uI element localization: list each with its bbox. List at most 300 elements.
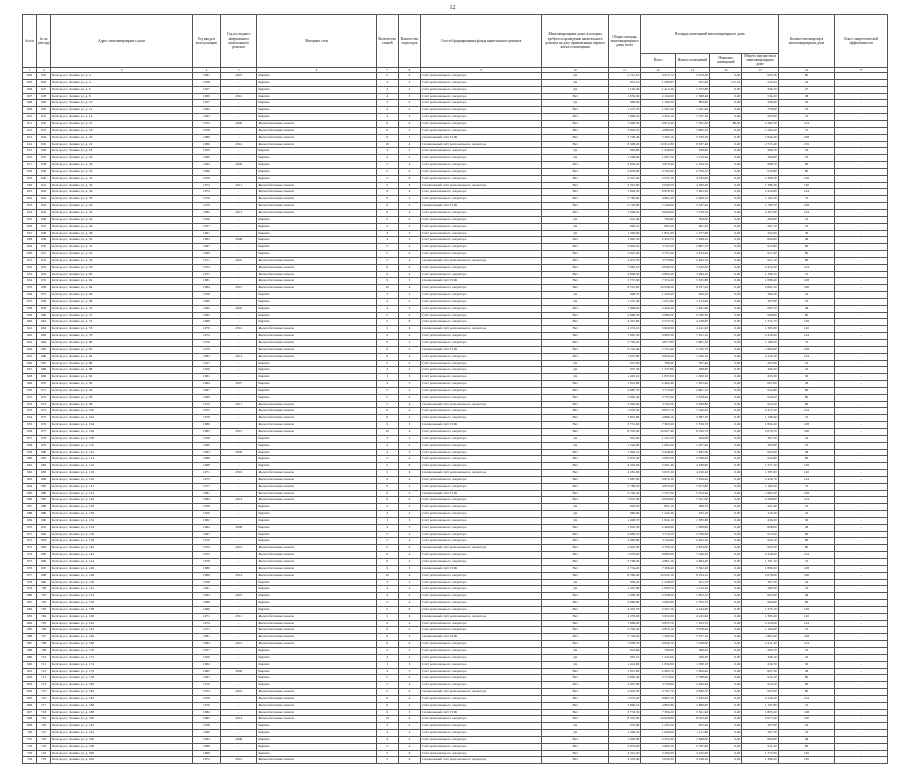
table-cell: 5 561,40 [641, 463, 675, 470]
table-cell: Счёт регионального оператора [421, 661, 542, 668]
table-cell: 1956 [192, 504, 220, 511]
table-cell: Белгород г, Ленина ул, д. 30 [51, 168, 192, 175]
table-row [23, 353, 888, 360]
table-cell: 666 [23, 497, 37, 504]
table-cell: 4 [398, 285, 420, 292]
table-cell: - [221, 586, 257, 593]
table-cell: 4 [398, 387, 420, 394]
table-cell: 628 [37, 93, 51, 100]
table-cell: 700 [23, 730, 37, 737]
table-cell: Белгород г, Ленина ул, д. 138 [51, 538, 192, 545]
table-cell: 910,80 [742, 456, 778, 463]
table-cell: Да [542, 223, 609, 230]
table-cell: 2 924,50 [609, 689, 641, 696]
table-cell: 0,00 [710, 387, 742, 394]
table-cell: 0,00 [710, 716, 742, 723]
table-cell: Да [542, 511, 609, 518]
table-cell: 6 [398, 463, 420, 470]
table-row [23, 428, 888, 435]
table-cell: 684 [23, 620, 37, 627]
table-cell: 2 786,20 [675, 456, 709, 463]
table-cell: 454,70 [742, 661, 778, 668]
table-cell: Белгород г, Ленина ул, д. 150 [51, 579, 192, 586]
table-cell: 796,90 [641, 647, 675, 654]
table-cell: 0,00 [710, 86, 742, 93]
table-cell: 1 831,90 [641, 230, 675, 237]
table-cell: 682 [37, 463, 51, 470]
table-cell: - [835, 381, 888, 388]
table-cell: Да [542, 442, 609, 449]
table-cell: 0,00 [710, 456, 742, 463]
table-cell: Кирпич [257, 579, 376, 586]
table-cell: 7 456,40 [675, 476, 709, 483]
table-cell: 160 [778, 428, 835, 435]
table-cell: 2 [376, 647, 398, 654]
table-cell: Счёт регионального оператора [421, 175, 542, 182]
table-cell: Специальный счёт регионального оператора [421, 326, 542, 333]
table-cell: 1 371,50 [742, 463, 778, 470]
table-cell: 2 [398, 86, 420, 93]
table-cell: 1970 [192, 682, 220, 689]
table-cell: 80 [778, 538, 835, 545]
table-cell: Счёт регионального оператора [421, 114, 542, 121]
table-cell: Да [542, 723, 609, 730]
table-cell: Белгород г, Ленина ул, д. 88 [51, 367, 192, 374]
table-cell: 1 609,00 [641, 730, 675, 737]
table-cell: 4 [398, 264, 420, 271]
table-cell: 1960 [192, 298, 220, 305]
table-cell: 618,20 [609, 504, 641, 511]
table-cell: 648 [23, 374, 37, 381]
table-cell: - [835, 428, 888, 435]
table-cell: - [221, 517, 257, 524]
table-cell: 9 [376, 490, 398, 497]
table-cell: Счёт регионального оператора [421, 497, 542, 504]
table-cell: 9 [376, 695, 398, 702]
table-cell: Нет [542, 593, 609, 600]
table-cell: 1 368,10 [742, 175, 778, 182]
table-cell: 1 803,40 [742, 634, 778, 641]
table-cell: - [221, 168, 257, 175]
table-cell: - [835, 702, 888, 709]
table-cell: Да [542, 73, 609, 80]
table-cell: 0,00 [710, 134, 742, 141]
table-cell: - [221, 114, 257, 121]
table-cell: - [835, 750, 888, 757]
table-cell: Кирпич [257, 394, 376, 401]
table-cell: 2 [398, 155, 420, 162]
table-cell: 642 [37, 189, 51, 196]
table-cell: 1958 [192, 79, 220, 86]
table-cell: 1 568,40 [675, 93, 709, 100]
table-cell: - [221, 203, 257, 210]
table-cell: 0,00 [710, 435, 742, 442]
table-cell: - [221, 278, 257, 285]
table-cell: Кирпич [257, 305, 376, 312]
table-cell: 0,00 [710, 264, 742, 271]
table-cell: 4 [398, 209, 420, 216]
table-cell: Белгород г, Ленина ул, д. 156 [51, 600, 192, 607]
table-cell: 1958 [192, 292, 220, 299]
table-row [23, 572, 888, 579]
table-cell: Да [542, 292, 609, 299]
table-cell: 9 [376, 196, 398, 203]
table-cell: 9 [376, 559, 398, 566]
table-cell: 0,00 [710, 251, 742, 258]
table-cell: 2 783,70 [675, 600, 709, 607]
table-cell: 3 764,30 [641, 401, 675, 408]
table-cell: Нет [542, 168, 609, 175]
table-cell: - [835, 230, 888, 237]
table-cell: 2007 [221, 73, 257, 80]
table-cell: 724 [37, 750, 51, 757]
table-cell: - [835, 709, 888, 716]
table-cell: 4 [398, 675, 420, 682]
table-cell: 0,00 [710, 538, 742, 545]
table-cell: 9 [376, 565, 398, 572]
table-cell: 9 [376, 121, 398, 128]
table-cell: 3 699,10 [641, 743, 675, 750]
table-cell: Белгород г, Ленина ул, д. 4 [51, 79, 192, 86]
table-cell: 9 [376, 620, 398, 627]
table-cell: 7 694,30 [609, 189, 641, 196]
table-cell: 1984 [192, 497, 220, 504]
table-cell: Кирпич [257, 654, 376, 661]
table-cell: Кирпич [257, 367, 376, 374]
table-cell: - [835, 148, 888, 155]
table-cell: 7 426,10 [675, 353, 709, 360]
table-cell: Белгород г, Ленина ул, д. 164 [51, 627, 192, 634]
table-cell: Кирпич [257, 449, 376, 456]
table-cell: - [221, 148, 257, 155]
table-cell: 3 713,00 [641, 675, 675, 682]
table-cell: 10 [376, 428, 398, 435]
table-cell: 9 [376, 641, 398, 648]
table-cell: 4 [398, 620, 420, 627]
table-cell: 144 [778, 408, 835, 415]
table-cell: 4 [376, 730, 398, 737]
table-cell: Железобетонные панели [257, 340, 376, 347]
table-cell: 690 [37, 517, 51, 524]
table-row [23, 319, 888, 326]
table-cell: Счёт регионального оператора [421, 374, 542, 381]
table-cell: Железобетонные панели [257, 627, 376, 634]
table-cell: Нет [542, 114, 609, 121]
table-cell: 659 [37, 305, 51, 312]
table-cell: 2 869,80 [609, 600, 641, 607]
table-cell: Железобетонные панели [257, 333, 376, 340]
table-cell: - [221, 415, 257, 422]
table-cell: 646 [37, 216, 51, 223]
col-class: Класс энергетической эффективности [835, 15, 888, 68]
table-row [23, 586, 888, 593]
table-cell: 686 [23, 634, 37, 641]
table-cell: 80 [778, 531, 835, 538]
table-cell: - [221, 251, 257, 258]
table-cell: 7 451,10 [675, 333, 709, 340]
table-cell: - [835, 743, 888, 750]
table-cell: Белгород г, Ленина ул, д. 78 [51, 333, 192, 340]
table-cell: Счёт регионального оператора [421, 168, 542, 175]
table-cell: Счёт регионального оператора [421, 559, 542, 566]
table-cell: 4 376,90 [609, 613, 641, 620]
table-cell: 681 [37, 456, 51, 463]
table-cell: Белгород г, Ленина ул, д. 40 [51, 203, 192, 210]
table-cell: - [221, 346, 257, 353]
table-cell: Железобетонные панели [257, 271, 376, 278]
table-cell: 2 102,60 [641, 93, 675, 100]
table-cell: 711 [37, 661, 51, 668]
table-row [23, 264, 888, 271]
table-cell: 2 907,60 [609, 682, 641, 689]
table-cell: 622 [23, 196, 37, 203]
table-cell: 636 [37, 148, 51, 155]
table-cell: 605,90 [742, 593, 778, 600]
table-cell: 657 [37, 292, 51, 299]
table-cell: 306,20 [742, 292, 778, 299]
table-cell: 1 799,70 [742, 203, 778, 210]
table-cell: 952,60 [609, 435, 641, 442]
table-cell: 1 797,30 [675, 114, 709, 121]
table-cell: 0,00 [710, 312, 742, 319]
table-cell: 648 [37, 230, 51, 237]
table-cell: Счёт регионального оператора [421, 415, 542, 422]
table-cell: 4 [398, 257, 420, 264]
table-cell: 0,00 [710, 73, 742, 80]
table-row [23, 757, 888, 764]
table-row [23, 93, 888, 100]
table-cell: 1 845,00 [675, 449, 709, 456]
table-cell: 201,00 [742, 360, 778, 367]
table-cell: Белгород г, Ленина ул, д. 172 [51, 654, 192, 661]
table-cell: - [835, 600, 888, 607]
table-cell: 3 801,80 [609, 415, 641, 422]
table-cell: 5 [376, 73, 398, 80]
table-cell: 634 [23, 278, 37, 285]
table-cell: 2 801,10 [675, 387, 709, 394]
table-cell: 2 843,70 [675, 257, 709, 264]
table-cell: Да [542, 367, 609, 374]
table-cell: 9 836,20 [641, 353, 675, 360]
table-cell: 2011 [221, 401, 257, 408]
table-cell: 2 872,40 [609, 456, 641, 463]
table-cell: 1 905,90 [609, 736, 641, 743]
table-cell: Кирпич [257, 736, 376, 743]
table-cell: 7 463,50 [675, 189, 709, 196]
table-cell: 2 780,30 [675, 312, 709, 319]
table-cell: - [221, 647, 257, 654]
table-cell: 144 [778, 552, 835, 559]
table-cell: 1968 [192, 319, 220, 326]
table-cell: 948,70 [609, 292, 641, 299]
table-cell: 608 [23, 100, 37, 107]
table-cell: Счёт регионального оператора [421, 668, 542, 675]
table-cell: Белгород г, Ленина ул, д. 72 [51, 312, 192, 319]
table-cell: - [835, 435, 888, 442]
table-cell: Белгород г, Ленина ул, д. 14 [51, 114, 192, 121]
table-cell: 5 554,50 [675, 490, 709, 497]
table-cell: 5 649,50 [641, 182, 675, 189]
table-cell: 2 [398, 340, 420, 347]
table-cell: 5 726,30 [609, 490, 641, 497]
table-cell: 9 [376, 422, 398, 429]
table-cell: 3 693,60 [641, 600, 675, 607]
table-cell: 597,80 [742, 114, 778, 121]
table-cell: 675 [23, 559, 37, 566]
table-cell: - [221, 155, 257, 162]
table-cell: 4 [376, 298, 398, 305]
table-cell: - [835, 483, 888, 490]
table-cell: Белгород г, Ленина ул, д. 68 [51, 298, 192, 305]
table-cell: 0,00 [710, 141, 742, 148]
table-cell: 1958 [192, 579, 220, 586]
table-cell: - [835, 757, 888, 764]
table-cell: Счёт регионального оператора [421, 93, 542, 100]
table-cell: 1 385,40 [742, 613, 778, 620]
table-cell: 32 [778, 442, 835, 449]
table-cell: Счёт регионального оператора [421, 483, 542, 490]
table-cell: 4 [398, 162, 420, 169]
table-cell: 5 [376, 470, 398, 477]
table-cell: 10 912,80 [641, 141, 675, 148]
table-cell: 660 [37, 312, 51, 319]
table-cell: 1 374,70 [742, 319, 778, 326]
table-cell: 2014 [221, 716, 257, 723]
table-cell: 2 676,48 [675, 73, 709, 80]
table-cell: 2 463,70 [641, 668, 675, 675]
table-cell: 3 669,10 [675, 196, 709, 203]
table-cell: - [835, 175, 888, 182]
table-cell: 636 [23, 292, 37, 299]
table-cell: 0,00 [710, 394, 742, 401]
table-cell: 5 [376, 394, 398, 401]
table-cell: Счёт регионального оператора [421, 271, 542, 278]
table-cell: 2 796,60 [675, 531, 709, 538]
table-cell: 1982 [192, 209, 220, 216]
table-cell: 1 902,10 [609, 449, 641, 456]
table-row [23, 340, 888, 347]
table-cell: Счёт регионального оператора [421, 675, 542, 682]
table-row [23, 579, 888, 586]
table-cell: - [221, 367, 257, 374]
table-cell: Нет [542, 127, 609, 134]
table-cell: 1966 [192, 456, 220, 463]
table-cell: 678 [23, 579, 37, 586]
table-cell: 643 [37, 196, 51, 203]
table-cell: Белгород г, Ленина ул, д. 142 [51, 552, 192, 559]
table-cell: 2 [398, 730, 420, 737]
table-cell: Специальный счёт ТСЖ [421, 422, 542, 429]
table-cell: Да [542, 517, 609, 524]
table-cell: 615 [23, 148, 37, 155]
table-cell: Кирпич [257, 511, 376, 518]
table-cell: 3 800,10 [609, 702, 641, 709]
table-cell: Кирпич [257, 107, 376, 114]
table-cell: 661 [23, 463, 37, 470]
table-cell: Белгород г, Ленина ул, д. 184 [51, 695, 192, 702]
table-cell: - [835, 168, 888, 175]
table-cell: 5 624,90 [641, 326, 675, 333]
table-cell: 915,80 [742, 244, 778, 251]
table-cell: 1 808,40 [742, 278, 778, 285]
table-cell: 1 387,00 [742, 470, 778, 477]
table-cell: 1 196,50 [742, 340, 778, 347]
table-cell: 3 689,20 [641, 312, 675, 319]
table-cell: 1 231,50 [641, 435, 675, 442]
table-cell: - [835, 93, 888, 100]
col-area-living: Жилых помещений [675, 54, 709, 68]
table-cell: 4 [398, 743, 420, 750]
table-cell: 80 [778, 244, 835, 251]
table-cell: 955,10 [609, 654, 641, 661]
table-cell: 144 [778, 264, 835, 271]
table-cell: 630 [23, 251, 37, 258]
table-cell: 379,60 [742, 107, 778, 114]
table-row [23, 675, 888, 682]
table-cell: 722 [37, 736, 51, 743]
table-cell: 7 446,30 [675, 552, 709, 559]
table-cell: - [835, 559, 888, 566]
table-cell: Кирпич [257, 374, 376, 381]
table-cell: 200,80 [742, 216, 778, 223]
table-cell: Кирпич [257, 456, 376, 463]
table-cell: Кирпич [257, 600, 376, 607]
table-cell: 1979 [192, 203, 220, 210]
table-cell: Белгород г, Ленина ул, д. 32 [51, 175, 192, 182]
table-cell: 5 [376, 545, 398, 552]
table-cell: 640 [23, 319, 37, 326]
table-cell: Нет [542, 394, 609, 401]
table-cell: 682 [23, 606, 37, 613]
table-cell: Специальный счёт регионального оператора [421, 257, 542, 264]
table-cell: - [221, 695, 257, 702]
table-cell: Да [542, 216, 609, 223]
col-area-common: Общего имущества в многоквартирном доме [742, 54, 778, 68]
table-cell: Нет [542, 319, 609, 326]
table-row [23, 620, 888, 627]
table-cell: Нет [542, 620, 609, 627]
table-cell: Специальный счёт ТСЖ [421, 203, 542, 210]
table-cell: 2015 [221, 285, 257, 292]
table-cell: 160 [778, 716, 835, 723]
table-cell: 8 257,20 [675, 285, 709, 292]
col-number: 1 [23, 67, 37, 73]
table-cell: 9 864,90 [641, 552, 675, 559]
table-cell: Счёт регионального оператора [421, 723, 542, 730]
table-cell: Железобетонные панели [257, 476, 376, 483]
table-cell: 1957 [192, 100, 220, 107]
table-cell: 699 [23, 723, 37, 730]
table-cell: - [835, 141, 888, 148]
table-cell: 670 [23, 524, 37, 531]
table-cell: 2008 [221, 237, 257, 244]
table-cell: Белгород г, Ленина ул, д. 6 [51, 86, 192, 93]
table-cell: Нет [542, 750, 609, 757]
table-cell: Нет [542, 449, 609, 456]
table-cell: 72 [778, 627, 835, 634]
table-cell: 4 [398, 353, 420, 360]
table-row [23, 593, 888, 600]
table-cell: 1 192,30 [742, 196, 778, 203]
table-cell: - [835, 367, 888, 374]
table-cell: 1 377,90 [675, 230, 709, 237]
table-cell: 625 [37, 73, 51, 80]
table-cell: Нет [542, 196, 609, 203]
table-cell: 1 912,80 [609, 381, 641, 388]
table-cell: 48 [778, 93, 835, 100]
table-cell: Белгород г, Ленина ул, д. 82 [51, 346, 192, 353]
table-cell: 2 410,10 [742, 353, 778, 360]
